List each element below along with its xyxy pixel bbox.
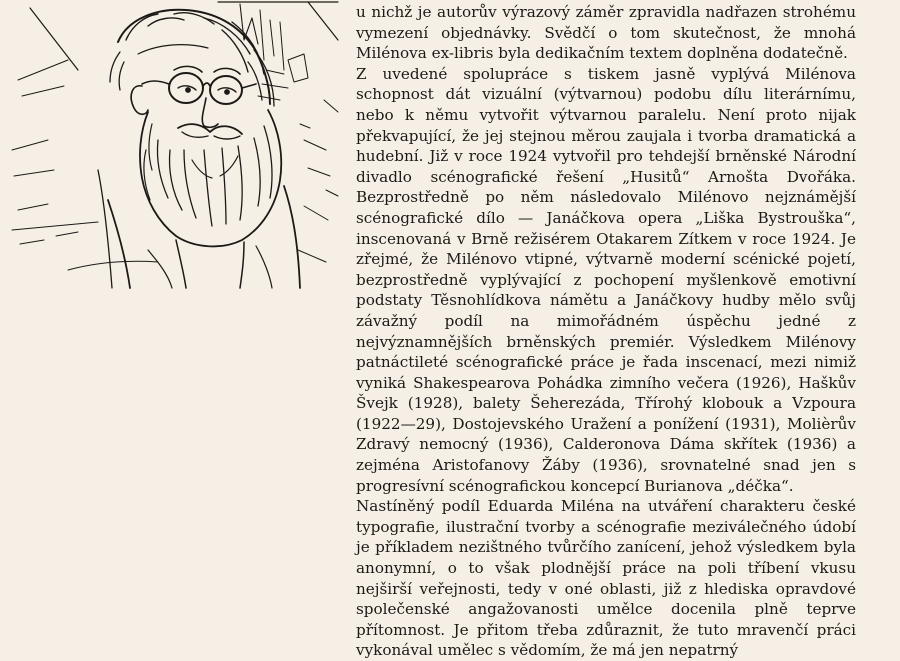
portrait-illustration [8,0,338,290]
paragraph-3: Nastíněný podíl Eduarda Miléna na utváření charakteru české typografie, ilustrační tvorby a scénografie meziválečného údobí je příkladem nezištného tvůrčího zanícení, jehož výsledkem byla anonymní, o to však plodnější práce na poli tříbení vkusu nejširší veřejnosti, tedy v oné oblasti, již z hlediska opravdové společenské angažovanosti umělce docenila plně teprve přítomnost. Je přitom třeba zdůraznit, že tuto mravenčí práci vykonával umělec s vědomím, že má jen nepatrný [356,497,856,660]
paragraph-1: u nichž je autorův výrazový záměr zpravidla nadřazen strohému vymezení objednávky. Svědčí o tom skutečnost, že mnohá Milénova ex-libris byla dedikačním textem doplněna dodatečně. [356,3,856,63]
article-text [356,2,856,660]
paragraph-2: Z uvedené spolupráce s tiskem jasně vyplývá Milénova schopnost dát vizuální (výtvarnou) podobu dílu literárnímu, nebo k němu vytvořit výtvarnou paralelu. Není proto nijak překvapující, že jej stejnou měrou zaujala i tvorba dramatická a hudební. Již v roce 1924 vytvořil pro tehdejší brněnské Národní divadlo scénografické řešení „Husitů“ Arnošta Dvořáka. Bezprostředně po něm následovalo Milénovo nejznámější scénografické dílo — Janáčkova opera „Liška Bystrouška“, inscenovaná v Brně režisérem Otakarem Zítkem v roce 1924. Je zřejmé, že Milénovo vtipné, výtvarně moderní scénické pojetí, bezprostředně vyplývající z pochopení myšlenkově emotivní podstaty Těsnohlídkova námětu a Janáčkovy hudby mělo svůj závažný podíl na mimořádném úspěchu jedné z nejvýznamnějších brněnských premiér. Výsledkem Milénovy patnáctileté scénografické práce je řada inscenací, mezi nimiž vyniká Shakespearova Pohádka zimního večera (1926), Haškův Švejk (1928), balety Šeherezáda, Třírohý klobouk a Vzpoura (1922—29), Dostojevského Uražení a ponížení (1931), Molièrův Zdravý nemocný (1936), Calderonova Dáma skřítek (1936) a zejména Aristofanovy Žáby (1936), srovnatelné snad jen s progresívní scénografickou koncepcí Burianova „déčka“. [356,64,856,495]
